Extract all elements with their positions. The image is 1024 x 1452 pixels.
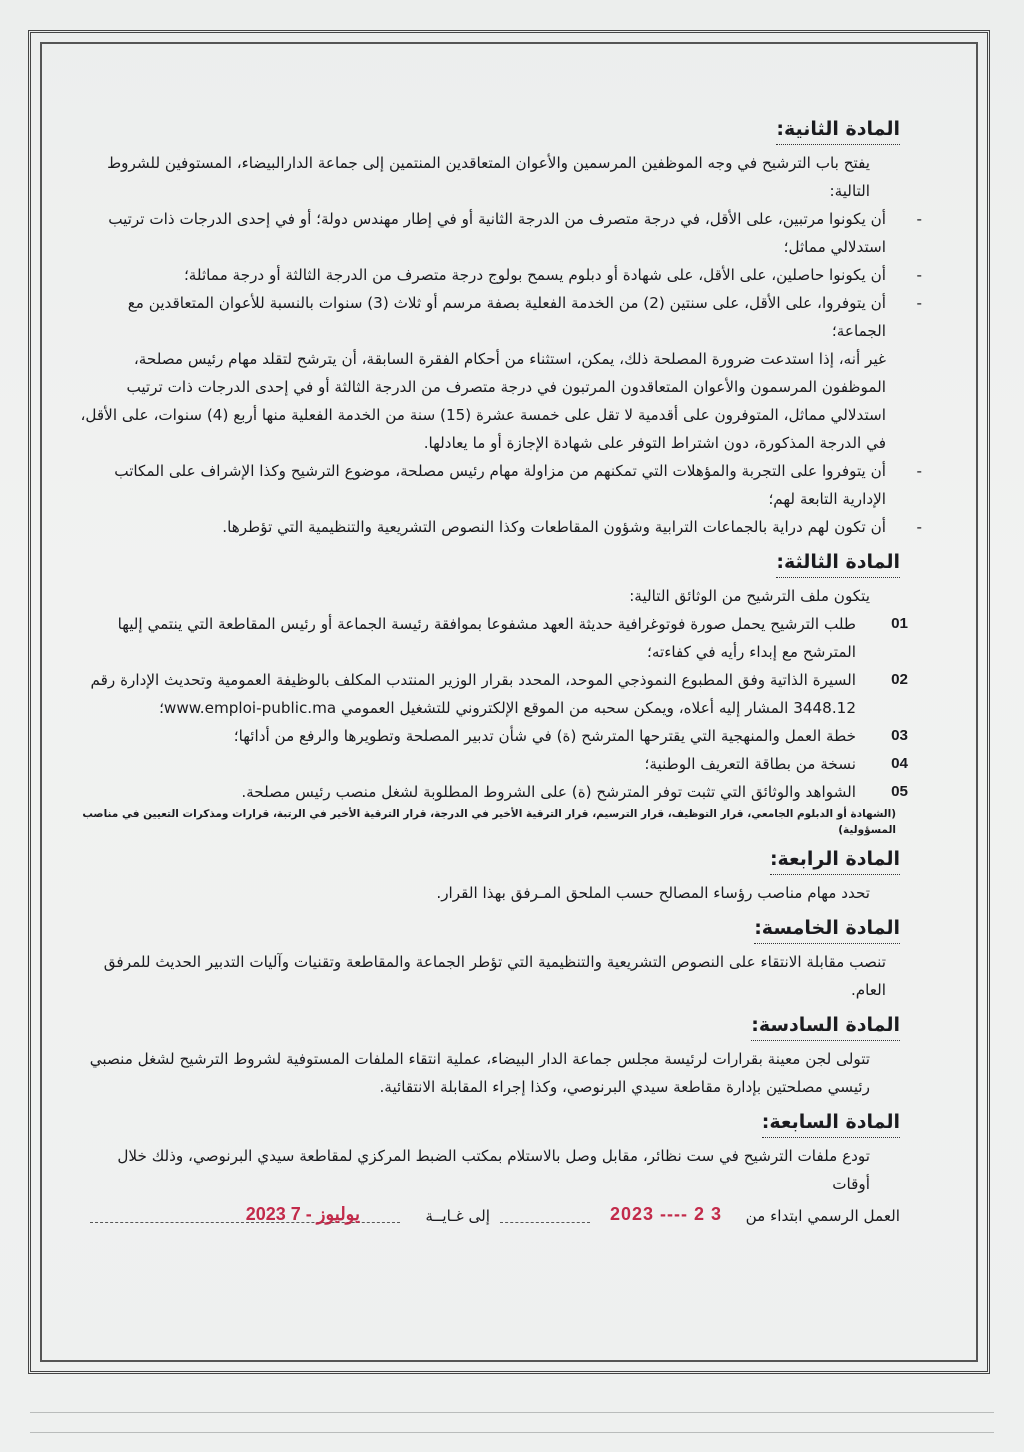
article2-condition: - أن يكونوا حاصلين، على الأقل، على شهادة أو دبلوم يسمح بولوج درجة متصرف من الدرجة الثالثة أو درجة مماثلة؛ xyxy=(80,261,900,289)
article5-heading: المادة الخامسة: xyxy=(754,913,900,944)
document-list-item xyxy=(80,610,908,666)
document-item-number: 05 xyxy=(891,783,908,800)
document-item-number: 01 xyxy=(891,615,908,632)
document-body xyxy=(80,108,908,1236)
article3-intro: يتكون ملف الترشيح من الوثائق التالية: xyxy=(629,587,870,605)
dotted-fill xyxy=(500,1222,590,1223)
article2-intro: يفتح باب الترشيح في وجه الموظفين المرسمين والأعوان المتعاقدين المنتمين إلى جماعة الدارالبيضاء، المستوفين للشروط التالية: xyxy=(107,154,870,200)
article5-text: تنصب مقابلة الانتقاء على النصوص التشريعية والتنظيمية التي تؤطر الجماعة والمقاطعة وتقنيات وآليات التدبير الحديث للمرفق العام. xyxy=(103,953,886,999)
to-label: إلى غـايــة xyxy=(425,1207,490,1225)
document-item-number: 02 xyxy=(891,671,908,688)
article2-exception: غير أنه، إذا استدعت ضرورة المصلحة ذلك، يمكن، استثناء من أحكام الفقرة السابقة، أن يترشح لتقلد مهام رئيس مصلحة، الموظفون المرسمون والأعوان المتعاقدون المرتبون في درجة متصرف من الدرجة الثالثة أو في إحدى الدرجات ذات ترتيب استدلالي مماثل، المتوفرون على أقدمية لا تقل على خمسة عشرة (15) سنة من الخدمة الفعلية منها أربع (4) سنوات، على الأقل، في الدرجة المذكورة، دون اشتراط التوفر على شهادة الإجازة أو ما يعادلها. xyxy=(80,350,886,452)
article6-text: تتولى لجن معينة بقرارات لرئيسة مجلس جماعة الدار البيضاء، عملية انتقاء الملفات المستوفية لشروط الترشيح لشغل منصبي رئيسي مصلحتين بإدارة مقاطعة سيدي البرنوصي، وكذا إجراء المقابلة الانتقائية. xyxy=(89,1050,870,1096)
date-stamp-from: 2023 ---- 2 3 xyxy=(609,1204,722,1224)
article2-heading: المادة الثانية: xyxy=(776,114,900,145)
document-item-text: طلب الترشيح يحمل صورة فوتوغرافية حديثة العهد مشفوعا بموافقة رئيسة الجماعة أو رئيس المقاطعة التي ينتمي إليها المترشح مع إبداء رأيه في كفاءته؛ xyxy=(117,615,856,661)
article2-condition: - أن تكون لهم دراية بالجماعات الترابية وشؤون المقاطعات وكذا النصوص التشريعية والتنظيمية التي تؤطرها. xyxy=(80,513,900,541)
document-item-number: 04 xyxy=(891,755,908,772)
document-item-text: خطة العمل والمنهجية التي يقترحها المترشح (ة) في شأن تدبير المصلحة وتطويرها والرفع من أدائها؛ xyxy=(233,727,856,745)
article7-text: تودع ملفات الترشيح في ست نظائر، مقابل وصل بالاستلام بمكتب الضبط المركزي لمقاطعة سيدي البرنوصي، وذلك خلال أوقات xyxy=(117,1147,870,1193)
document-list-item xyxy=(80,666,908,722)
article3-heading: المادة الثالثة: xyxy=(776,547,900,578)
document-list-item xyxy=(80,750,908,778)
from-label: العمل الرسمي ابتداء من xyxy=(745,1207,900,1225)
article4-text: تحدد مهام مناصب رؤساء المصالح حسب الملحق المـرفق بهذا القرار. xyxy=(436,884,870,902)
date-stamp-to: 2023 يوليوز - 7 xyxy=(245,1204,360,1224)
document-item-text: الشواهد والوثائق التي تثبت توفر المترشح (ة) على الشروط المطلوبة لشغل منصب رئيس مصلحة. xyxy=(241,783,856,801)
document-list-item xyxy=(80,778,908,806)
article2-condition: - أن يتوفروا على التجربة والمؤهلات التي تمكنهم من مزاولة مهام رئيس مصلحة، موضوع الترشيح وكذا الإشراف على المكاتب الإدارية التابعة لهم؛ xyxy=(80,457,900,513)
document-item-number: 03 xyxy=(891,727,908,744)
article2-condition: - أن يكونوا مرتبين، على الأقل، في درجة متصرف من الدرجة الثانية أو في إطار مهندس دولة؛ أو في إحدى الدرجات ذات ترتيب استدلالي مماثل؛ xyxy=(80,205,900,261)
page-edge-line xyxy=(30,1432,994,1433)
article2-condition: - أن يتوفروا، على الأقل، على سنتين (2) من الخدمة الفعلية بصفة مرسم أو ثلاث (3) سنوات بالنسبة للأعوان المتعاقدين مع الجماعة؛ xyxy=(80,289,900,345)
document-item-text: السيرة الذاتية وفق المطبوع النموذجي الموحد، المحدد بقرار الوزير المنتدب المكلف بالوظيفة العمومية وتحديث الإدارة رقم 3448.12 المشار إليه أعلاه، ويمكن سحبه من الموقع الإلكتروني للتشغيل العمومي www.emploi-public.ma؛ xyxy=(90,671,856,717)
document-list-item xyxy=(80,722,908,750)
article3-note: (الشهادة أو الدبلوم الجامعي، قرار التوظيف، قرار الترسيم، قرار الترقية الأخير في الدرجة، قرار الترقية الأخير في الرتبة، قرارات ومذكرات التعيين في مناصب المسؤولية) xyxy=(82,808,896,836)
article4-heading: المادة الرابعة: xyxy=(770,844,900,875)
document-item-text: نسخة من بطاقة التعريف الوطنية؛ xyxy=(644,755,856,773)
deposit-period-line xyxy=(80,1202,900,1236)
article7-heading: المادة السابعة: xyxy=(762,1107,900,1138)
page-edge-line xyxy=(30,1412,994,1413)
article6-heading: المادة السادسة: xyxy=(751,1010,900,1041)
